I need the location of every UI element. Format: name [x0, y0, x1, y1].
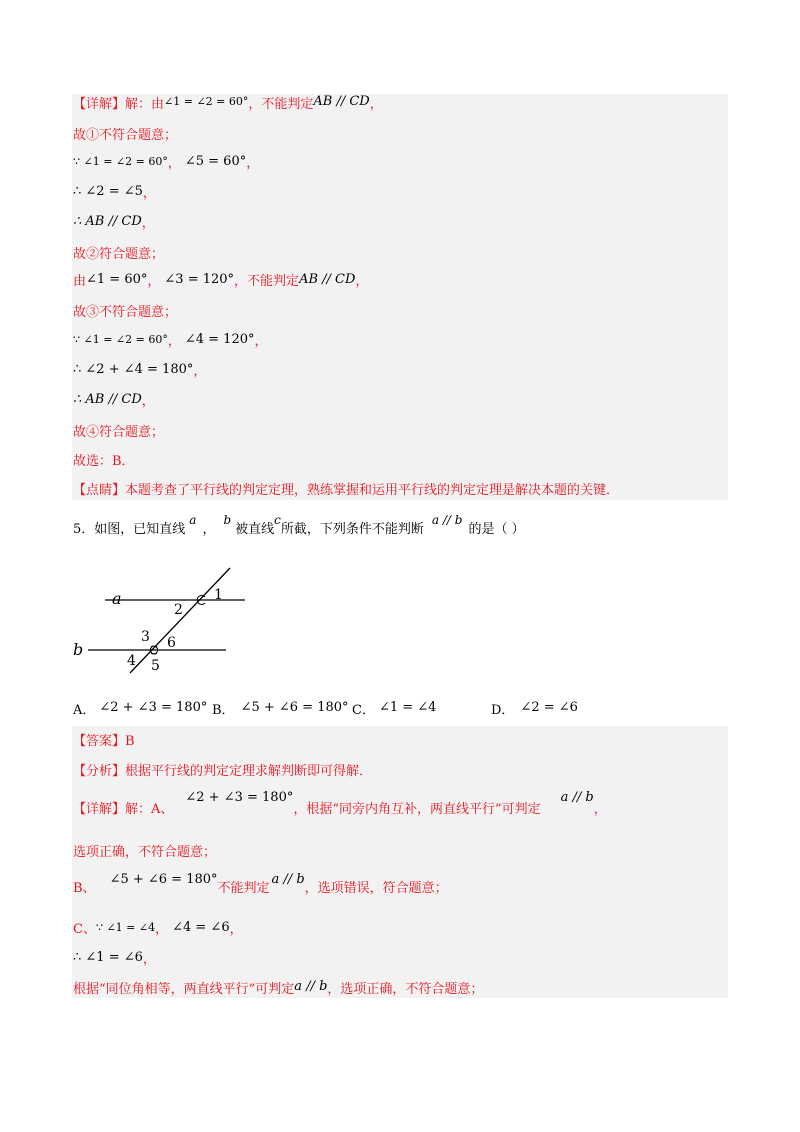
angle-label-1: 1	[214, 587, 223, 603]
parallel-lines-figure	[60, 560, 260, 680]
var-b: b	[223, 513, 232, 527]
math-expr: ∴ AB // CD	[73, 392, 142, 407]
analysis-line: 【分析】根据平行线的判定定理求解判断即可得解．	[73, 764, 373, 779]
solution-line-11: ∴ AB // CD，	[73, 392, 155, 409]
math-expr: ∠5 + ∠6 = 180°	[109, 872, 218, 887]
question-stem: 5．如图，已知直线a，b被直线c所截，下列条件不能判断a // b的是（ ）	[73, 513, 525, 537]
math-expr: ∠1 = 60°	[86, 272, 148, 287]
option-b: B． ∠5 + ∠6 = 180°	[212, 700, 349, 718]
solution-line-2: 故①不符合题意；	[73, 128, 178, 143]
math-expr: ∵ ∠1 = ∠4	[95, 921, 156, 934]
solution-line-1: 【详解】解：由$^{\angle 1 = \angle 2 = 60^\circ}$，不能判定AB // CD，	[73, 94, 383, 112]
var-a: a	[189, 513, 197, 527]
solution-line-12: 故④符合题意；	[73, 425, 165, 440]
angle-label-4: 4	[127, 653, 136, 669]
var-c: c	[274, 513, 281, 527]
math-expr: ∵ ∠1 = ∠2 = 60°	[73, 155, 168, 168]
math-expr: ∴ ∠2 = ∠5	[73, 184, 143, 199]
math-expr: ∠1 = ∠2 = 60°	[164, 95, 249, 108]
label-a: a	[112, 589, 122, 608]
solution-line-8: 故③不符合题意；	[73, 305, 178, 320]
math-expr: ∠4 = ∠6	[172, 920, 230, 935]
option-c: C． ∠1 = ∠4	[352, 700, 437, 718]
detail-line-1: 【详解】解：A、∠2 + ∠3 = 180°，根据“同旁内角互补，两直线平行”可判定a // b，	[73, 790, 607, 817]
label-b: b	[73, 640, 84, 659]
angle-label-2: 2	[174, 602, 183, 618]
solution-line-14: 【点睛】本题考查了平行线的判定定理，熟练掌握和运用平行线的判定定理是解决本题的关键．	[73, 483, 620, 498]
math-expr: ∠5 = 60°	[184, 154, 247, 169]
detail-line-4: C、∵ ∠1 = ∠4， ∠4 = ∠6，	[73, 920, 243, 937]
option-a: A． ∠2 + ∠3 = 180°	[73, 700, 208, 718]
math-expr: AB // CD	[313, 94, 370, 109]
detail-line-3: B、∠5 + ∠6 = 180°不能判定a // b，选项错误，符合题意；	[73, 872, 448, 896]
solution-line-9: ∵ ∠1 = ∠2 = 60°， ∠4 = 120°，	[73, 332, 268, 349]
math-expr: ∵ ∠1 = ∠2 = 60°	[73, 333, 168, 346]
answer-line: 【答案】B	[73, 734, 135, 749]
solution-line-4: ∴ ∠2 = ∠5，	[73, 184, 156, 201]
var-a-parallel-b: a // b	[431, 513, 463, 527]
detail-line-5: ∴ ∠1 = ∠6，	[73, 950, 156, 967]
math-expr: a // b	[271, 872, 305, 887]
solution-line-6: 故②符合题意；	[73, 247, 165, 262]
line-c	[130, 568, 230, 673]
math-expr: a // b	[294, 979, 328, 994]
math-expr: ∠3 = 120°	[164, 272, 235, 287]
solution-line-5: ∴ AB // CD，	[73, 214, 155, 231]
angle-label-6: 6	[167, 635, 176, 651]
detail-line-2: 选项正确，不符合题意；	[73, 845, 217, 860]
solution-line-3: ∵ ∠1 = ∠2 = 60°， ∠5 = 60°，	[73, 154, 260, 171]
math-expr: ∠2 + ∠3 = 180°	[185, 790, 294, 805]
detail-line-6: 根据“同位角相等，两直线平行”可判定a // b，选项正确，不符合题意；	[73, 979, 484, 997]
angle-label-3: 3	[141, 629, 150, 645]
solution-line-7: 由∠1 = 60°， ∠3 = 120°，不能判定AB // CD，	[73, 272, 369, 289]
option-d: D． ∠2 = ∠6	[491, 700, 578, 718]
solution-line-13: 故选：B．	[73, 454, 135, 469]
angle-label-5: 5	[151, 658, 160, 674]
math-expr: ∴ ∠1 = ∠6	[73, 950, 143, 965]
solution-line-10: ∴ ∠2 + ∠4 = 180°，	[73, 362, 207, 379]
math-expr: AB // CD	[299, 272, 356, 287]
math-expr: ∴ AB // CD	[73, 214, 142, 229]
math-expr: ∴ ∠2 + ∠4 = 180°	[73, 362, 194, 377]
math-expr: ∠4 = 120°	[184, 332, 255, 347]
math-expr: a // b	[560, 790, 594, 805]
